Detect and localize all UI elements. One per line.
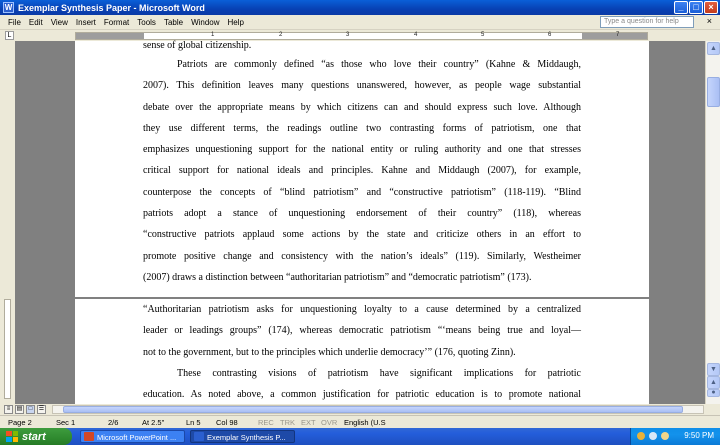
page-2[interactable] xyxy=(75,299,649,419)
document-area[interactable] xyxy=(15,41,705,404)
start-label: start xyxy=(22,430,46,443)
clock[interactable]: 9:50 PM xyxy=(684,431,714,440)
horizontal-scroll-row xyxy=(0,404,720,415)
help-search-input[interactable]: Type a question for help xyxy=(600,16,694,28)
ruler-number: 4 xyxy=(414,32,418,38)
status-column: Col 98 xyxy=(216,418,238,427)
scroll-up-icon[interactable]: ▲ xyxy=(707,42,720,55)
ruler-row xyxy=(0,31,720,41)
menu-edit[interactable]: Edit xyxy=(28,17,43,27)
text-line: These contrasting visions of patriotism have significant implications for patriotic xyxy=(177,367,581,379)
text-line: critical support for national ideals and principles. Kahne and Middaugh (2007), for example, xyxy=(143,165,581,177)
status-ext[interactable]: EXT xyxy=(301,418,316,427)
text-line: “constructive patriots applaud some actions by the state and criticize others in an effort to xyxy=(143,229,581,241)
menu-tools[interactable]: Tools xyxy=(137,17,156,27)
ruler-number: 3 xyxy=(346,32,350,38)
text-line: they use different terms, the readings outline two contrasting forms of patriotism, one that xyxy=(143,122,581,134)
network-icon[interactable] xyxy=(649,432,657,440)
word-app-icon[interactable]: W xyxy=(4,3,13,12)
cut-off-line: sense of global citizenship. xyxy=(143,40,252,51)
status-section: Sec 1 xyxy=(56,418,76,427)
page-1[interactable] xyxy=(75,41,649,297)
status-trk[interactable]: TRK xyxy=(280,418,295,427)
menu-window[interactable]: Window xyxy=(191,17,220,27)
text-line: not to the government, but to the principles which underlie democracy’” (176, quoting Zinn). xyxy=(143,346,516,358)
web-layout-view-icon[interactable]: ▤ xyxy=(16,406,23,412)
menu-insert[interactable]: Insert xyxy=(75,17,96,27)
status-line: Ln 5 xyxy=(186,418,201,427)
tray-icon[interactable] xyxy=(637,432,645,440)
page1-text[interactable] xyxy=(143,54,581,288)
close-button[interactable]: × xyxy=(704,1,718,14)
menu-bar xyxy=(0,15,720,30)
status-rec[interactable]: REC xyxy=(258,418,274,427)
window-title: Exemplar Synthesis Paper - Microsoft Word xyxy=(18,2,205,13)
status-bar xyxy=(0,415,720,428)
text-line: emphasizes unquestioning support for the national entity or ruling authority and one that stresses xyxy=(143,144,581,156)
taskbar xyxy=(0,428,720,445)
vertical-ruler[interactable] xyxy=(3,41,12,404)
page2-text[interactable] xyxy=(143,299,581,405)
menu-table[interactable]: Table xyxy=(163,17,184,27)
text-line: promote positive change and consistency with the nation’s ideals” (119). Similarly, Westheimer xyxy=(143,250,581,262)
vertical-scroll-thumb[interactable] xyxy=(707,77,720,107)
maximize-button[interactable]: □ xyxy=(689,1,703,14)
text-line: “Authoritarian patriotism asks for unquestioning loyalty to a cause determined by a centralized xyxy=(143,304,581,315)
taskbar-item-label: Microsoft PowerPoint ... xyxy=(97,433,177,442)
menu-help[interactable]: Help xyxy=(227,17,244,27)
system-tray xyxy=(630,428,720,445)
horizontal-scroll-thumb[interactable] xyxy=(63,406,683,413)
vertical-scrollbar[interactable] xyxy=(705,41,720,404)
text-line: 2007). This definition leaves many questions unanswered, however, as people wage substantial xyxy=(143,80,581,92)
scroll-down-icon[interactable]: ▼ xyxy=(707,363,720,376)
windows-logo-icon xyxy=(6,431,18,442)
ruler-number: 7 xyxy=(616,32,620,38)
powerpoint-icon xyxy=(84,432,94,441)
volume-icon[interactable] xyxy=(661,432,669,440)
menu-view[interactable]: View xyxy=(50,17,68,27)
status-position: 2/6 xyxy=(108,418,119,427)
status-page: Page 2 xyxy=(8,418,32,427)
tab-selector[interactable]: L xyxy=(5,31,14,40)
taskbar-item-word[interactable] xyxy=(190,430,295,443)
previous-page-icon[interactable]: ▲ xyxy=(707,376,720,389)
ruler-number: 1 xyxy=(211,32,215,38)
text-line: education. As noted above, a common justification for patriotic education is to promote national xyxy=(143,389,581,401)
status-ovr[interactable]: OVR xyxy=(321,418,338,427)
menu-format[interactable]: Format xyxy=(103,17,130,27)
outline-view-icon[interactable]: ☰ xyxy=(38,406,45,412)
minimize-button[interactable]: _ xyxy=(674,1,688,14)
start-button[interactable] xyxy=(0,428,72,445)
text-line: leader or leadings groups” (174), whereas democratic patriotism “‘means being true and loyal— xyxy=(143,325,581,337)
taskbar-item-powerpoint[interactable] xyxy=(80,430,185,443)
horizontal-scrollbar[interactable] xyxy=(52,405,704,414)
ruler-number: 2 xyxy=(279,32,283,38)
right-margin-shade xyxy=(582,33,647,39)
browse-object-icon[interactable]: ● xyxy=(707,389,720,397)
horizontal-ruler[interactable] xyxy=(75,32,648,40)
ruler-number: 5 xyxy=(481,32,485,38)
normal-view-icon[interactable]: ≡ xyxy=(4,405,13,414)
left-margin-shade xyxy=(76,33,144,39)
text-line: counterpose the concepts of “blind patriotism” and “constructive patriotism” (118-119). “Blind xyxy=(143,186,581,198)
status-language: English (U.S xyxy=(344,418,386,427)
menu-file[interactable]: File xyxy=(8,17,21,27)
text-line: debate over the appropriate means by which citizens can and should express such love. Although xyxy=(143,101,581,113)
taskbar-item-label: Exemplar Synthesis P... xyxy=(207,433,286,442)
word-icon xyxy=(194,432,204,441)
title-bar[interactable] xyxy=(0,0,720,15)
text-line: Patriots are commonly defined “as those who love their country” (Kahne & Middaugh, xyxy=(177,59,581,70)
document-close-icon[interactable]: × xyxy=(706,16,712,26)
text-line: patriots adopt a stance of unquestioning endorsement of their country” (118), whereas xyxy=(143,208,581,220)
vertical-ruler-page-segment xyxy=(4,299,11,399)
status-at: At 2.5" xyxy=(142,418,165,427)
ruler-number: 6 xyxy=(548,32,552,38)
text-line: (2007) draws a distinction between “authoritarian patriotism” and “democratic patriotism” (173). xyxy=(143,271,532,283)
print-layout-view-icon[interactable]: □ xyxy=(26,405,35,414)
